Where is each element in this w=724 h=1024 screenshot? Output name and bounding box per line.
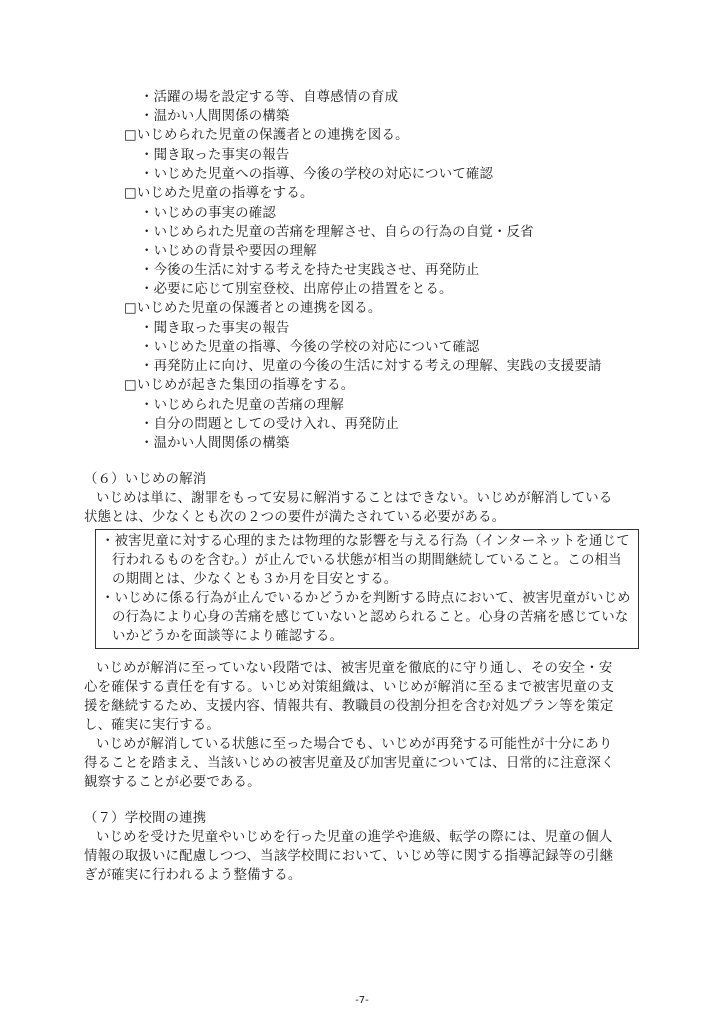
section-heading: □いじめた児童の指導をする。 bbox=[124, 186, 314, 201]
paragraph-line: 状態とは、少なくとも次の２つの要件が満たされている必要がある。 bbox=[84, 510, 506, 525]
list-item: ・いじめた児童への指導、今後の学校の対応について確認 bbox=[140, 167, 494, 182]
list-item: ・今後の生活に対する考えを持たせ実践させ、再発防止 bbox=[140, 263, 480, 278]
paragraph-line: いじめが解消に至っていない段階では、被害児童を徹底的に守り通し、その安全・安 bbox=[96, 661, 613, 676]
paragraph-line: 得ることを踏まえ、当該いじめの被害児童及び加害児童については、日常的に注意深く bbox=[84, 756, 615, 771]
list-item: ・聞き取った事実の報告 bbox=[140, 148, 290, 163]
paragraph-line: 援を継続するため、支援内容、情報共有、教職員の役割分担を含む対処プラン等を策定 bbox=[84, 699, 614, 714]
list-item: ・いじめられた児童の苦痛を理解させ、自らの行為の自覚・反省 bbox=[140, 225, 534, 240]
paragraph-line: 心を確保する責任を有する。いじめ対策組織は、いじめが解消に至るまで被害児童の支 bbox=[84, 680, 615, 695]
list-item: ・活躍の場を設定する等、自尊感情の育成 bbox=[140, 90, 399, 105]
box-line: ・いじめに係る行為が止んでいるかどうかを判断する時点において、被害児童がいじめ bbox=[101, 591, 631, 606]
paragraph-line: いじめは単に、謝罪をもって安易に解消することはできない。いじめが解消している bbox=[96, 491, 613, 506]
list-item: ・いじめの背景や要因の理解 bbox=[140, 244, 317, 259]
box-line: ・被害児童に対する心理的または物理的な影響を与える行為（インターネットを通じて bbox=[101, 534, 630, 549]
paragraph-line: いじめが解消している状態に至った場合でも、いじめが再発する可能性が十分にあり bbox=[96, 737, 613, 752]
list-item: ・いじめた児童の指導、今後の学校の対応について確認 bbox=[140, 340, 480, 355]
page-number: -7- bbox=[355, 995, 369, 1006]
box-line: の期間とは、少なくとも３か月を目安とする。 bbox=[112, 572, 398, 587]
list-item: ・再発防止に向け、児童の今後の生活に対する考えの理解、実践の支援要請 bbox=[140, 359, 602, 374]
box-line: いかどうかを面談等により確認する。 bbox=[112, 629, 344, 644]
list-item: ・自分の問題としての受け入れ、再発防止 bbox=[140, 417, 400, 432]
list-item: ・温かい人間関係の構築 bbox=[140, 436, 290, 451]
section-title: （６）いじめの解消 bbox=[84, 472, 207, 487]
box-line: 行われるものを含む。）が止んでいる状態が相当の期間継続していること。この相当 bbox=[112, 553, 622, 568]
list-item: ・温かい人間関係の構築 bbox=[140, 109, 290, 124]
section-heading: □いじめた児童の保護者との連携を図る。 bbox=[124, 301, 382, 316]
list-item: ・いじめの事実の確認 bbox=[140, 206, 276, 221]
paragraph-line: いじめを受けた児童やいじめを行った児童の進学や進級、転学の際には、児童の個人 bbox=[96, 830, 613, 845]
requirements-box bbox=[95, 529, 639, 649]
section-heading: □いじめられた児童の保護者との連携を図る。 bbox=[124, 128, 409, 143]
box-line: の行為により心身の苦痛を感じていないと認められること。心身の苦痛を感じていな bbox=[112, 610, 629, 625]
list-item: ・いじめられた児童の苦痛の理解 bbox=[140, 398, 344, 413]
list-item: ・聞き取った事実の報告 bbox=[140, 321, 290, 336]
paragraph-line: 観察することが必要である。 bbox=[84, 775, 261, 790]
paragraph-line: ぎが確実に行われるよう整備する。 bbox=[84, 868, 302, 883]
list-item: ・必要に応じて別室登校、出席停止の措置をとる。 bbox=[140, 282, 453, 297]
paragraph-line: 情報の取扱いに配慮しつつ、当該学校間において、いじめ等に関する指導記録等の引継 bbox=[84, 849, 614, 864]
section-heading: □いじめが起きた集団の指導をする。 bbox=[124, 378, 355, 393]
paragraph-line: し、確実に実行する。 bbox=[84, 718, 220, 733]
section-title: （７）学校間の連携 bbox=[84, 811, 207, 826]
